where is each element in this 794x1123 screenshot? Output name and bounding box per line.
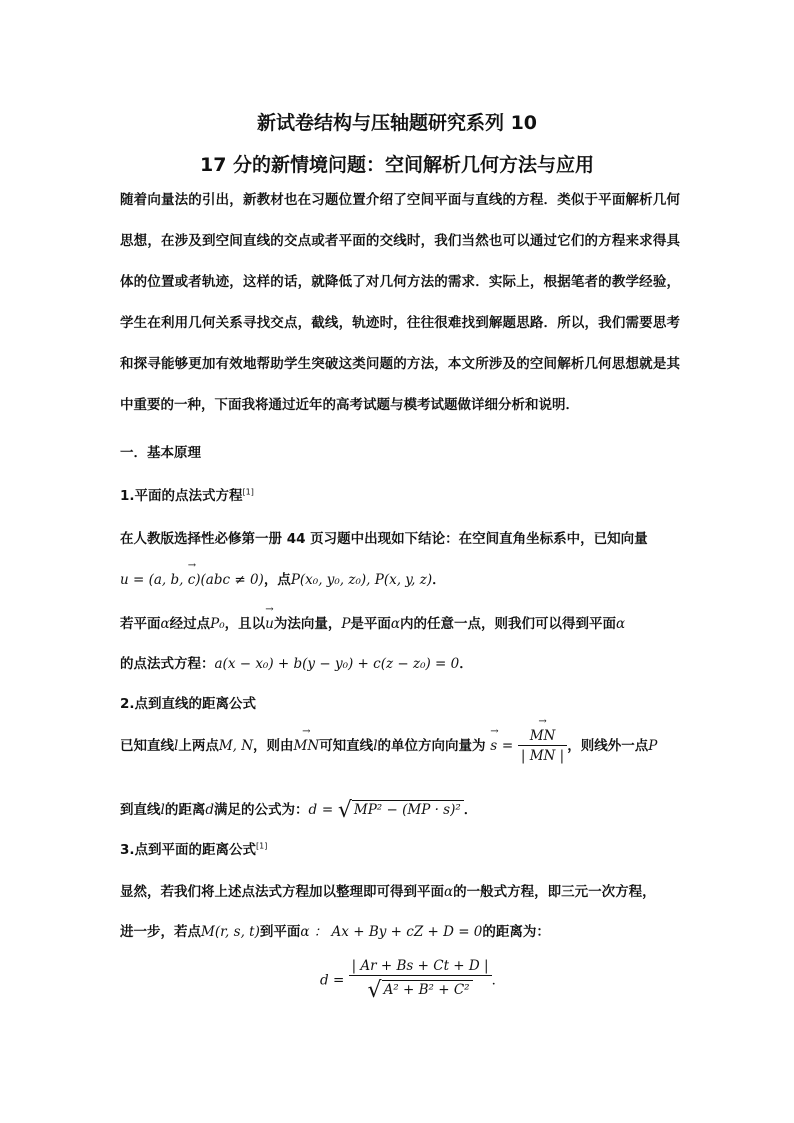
point-m-formula: M(r, s, t) <box>201 924 260 940</box>
citation-ref: [1] <box>256 841 268 851</box>
paragraph-general-form <box>120 880 656 900</box>
sentence-end: ． <box>491 972 506 989</box>
paragraph-plane-distance <box>120 920 550 940</box>
symbol-p: P <box>341 616 351 632</box>
sentence-end: ． <box>459 656 473 672</box>
text-segment: 若平面 <box>120 616 161 632</box>
paragraph-point-normal-eq <box>120 652 473 672</box>
fraction-denominator: | MN | <box>520 748 565 764</box>
paragraph-distance-formula <box>120 798 477 823</box>
symbol-alpha: α <box>390 616 401 632</box>
plane-equation: α ： Ax + By + cZ + D = 0 <box>300 924 483 940</box>
symbol-p: P <box>648 738 658 754</box>
section-heading-basic-principles: 一．基本原理 <box>120 445 201 461</box>
symbol-points-mn: M, N <box>218 738 254 754</box>
paragraph-plane-def <box>120 612 625 632</box>
text-segment: 到直线 <box>120 802 161 818</box>
equals-sign: = <box>501 738 514 754</box>
subheading-point-plane-distance <box>120 838 267 858</box>
sentence-end: ． <box>432 572 446 588</box>
unit-vector-fraction <box>518 728 567 764</box>
symbol-alpha: α <box>444 884 454 900</box>
sentence-end: ． <box>463 802 478 818</box>
symbol-alpha: α <box>160 616 170 632</box>
doc-title-main: 17 分的新情境问题：空间解析几何方法与应用 <box>199 154 595 176</box>
points-prefix: ，点 <box>263 572 291 588</box>
fraction-denominator <box>349 976 492 1003</box>
fraction-numerator: | Ar + Bs + Ct + D | <box>349 958 492 976</box>
symbol-d: d <box>205 802 214 818</box>
text-segment: 的距离为： <box>482 924 550 940</box>
text-segment: 的距离 <box>164 802 206 818</box>
text-segment: 可知直线 <box>319 738 374 754</box>
paragraph-textbook-ref: 在人教版选择性必修第一册 44 页习题中出现如下结论：在空间直角坐标系中，已知向量 <box>120 531 648 547</box>
distance-formula-radicand: MP² − (MP · s)² <box>352 800 464 818</box>
symbol-d: d <box>320 972 329 989</box>
symbol-l: l <box>174 738 179 754</box>
text-segment: 进一步，若点 <box>120 924 201 940</box>
subheading-point-normal-form <box>120 484 254 504</box>
symbol-d: d <box>308 802 318 818</box>
text-segment: 的一般式方程，即三元一次方程， <box>453 884 656 900</box>
text-segment: 到平面 <box>259 924 301 940</box>
symbol-p0: P₀ <box>210 616 225 632</box>
text-segment: 上两点 <box>178 738 219 754</box>
sqrt-symbol: √ <box>337 798 352 823</box>
citation-ref: [1] <box>242 487 254 497</box>
symbol-vector-s: → s <box>490 738 497 754</box>
text-segment: 显然，若我们将上述点法式方程加以整理即可得到平面 <box>120 884 444 900</box>
text-segment: 满足的公式为： <box>213 802 309 818</box>
text-segment: 为法向量， <box>273 616 342 632</box>
sqrt-symbol: √ <box>367 978 382 1003</box>
point-plane-distance-formula <box>320 958 505 1003</box>
formula-line-vector-u <box>120 568 446 588</box>
text-segment: ，则线外一点 <box>567 738 649 754</box>
equals-sign: = <box>321 802 334 818</box>
text-segment: ，且以 <box>224 616 266 632</box>
symbol-alpha: α <box>616 616 626 632</box>
text-segment: 的单位方向向量为 <box>377 738 486 754</box>
subheading-text: 3.点到平面的距离公式 <box>120 842 257 858</box>
text-segment: ，则由 <box>253 738 294 754</box>
point-normal-formula: a(x − x₀) + b(y − y₀) + c(z − z₀) = 0 <box>214 656 460 672</box>
vector-u-formula: → u = (a, b, c)(abc ≠ 0) <box>120 572 264 588</box>
symbol-l: l <box>160 802 165 818</box>
equals-sign: = <box>332 972 345 989</box>
text-segment: 是平面 <box>350 616 391 632</box>
text-segment: 经过点 <box>169 616 211 632</box>
fraction-numerator: → MN <box>530 728 556 744</box>
points-formula: P(x₀, y₀, z₀), P(x, y, z) <box>290 572 433 588</box>
intro-paragraph: 随着向量法的引出，新教材也在习题位置介绍了空间平面与直线的方程．类似于平面解析几何思想，在涉及到空间直线的交点或者平面的交线时，我们当然也可以通过它们的方程来求得具体的位置或者轨迹，这样的话，就降低了对几何方法的需求．实际上，根据笔者的教学经验，学生在利用几何关系寻找交点，截线，轨迹时，往往很难找到解题思路．所以，我们需要思考和探寻能够更加有效地帮助学生突破这类问题的方法，本文所涉及的空间解析几何思想就是其中重要的一种，下面我将通过近年的高考试题与模考试题做详细分析和说明． <box>120 192 680 413</box>
sqrt-radicand: A² + B² + C² <box>382 980 473 998</box>
doc-title-series: 新试卷结构与压轴题研究系列 10 <box>256 112 538 134</box>
symbol-vector-mn: → MN <box>294 738 320 754</box>
text-segment: 内的任意一点，则我们可以得到平面 <box>400 616 617 632</box>
symbol-l: l <box>373 738 378 754</box>
subheading-point-line-distance: 2.点到直线的距离公式 <box>120 696 257 712</box>
distance-fraction <box>349 958 492 1003</box>
paragraph-line-direction <box>120 728 657 764</box>
text-segment: 的点法式方程： <box>120 656 215 672</box>
text-segment: 已知直线 <box>120 738 174 754</box>
symbol-vector-u: → u <box>265 616 274 632</box>
subheading-text: 1.平面的点法式方程 <box>120 488 243 504</box>
